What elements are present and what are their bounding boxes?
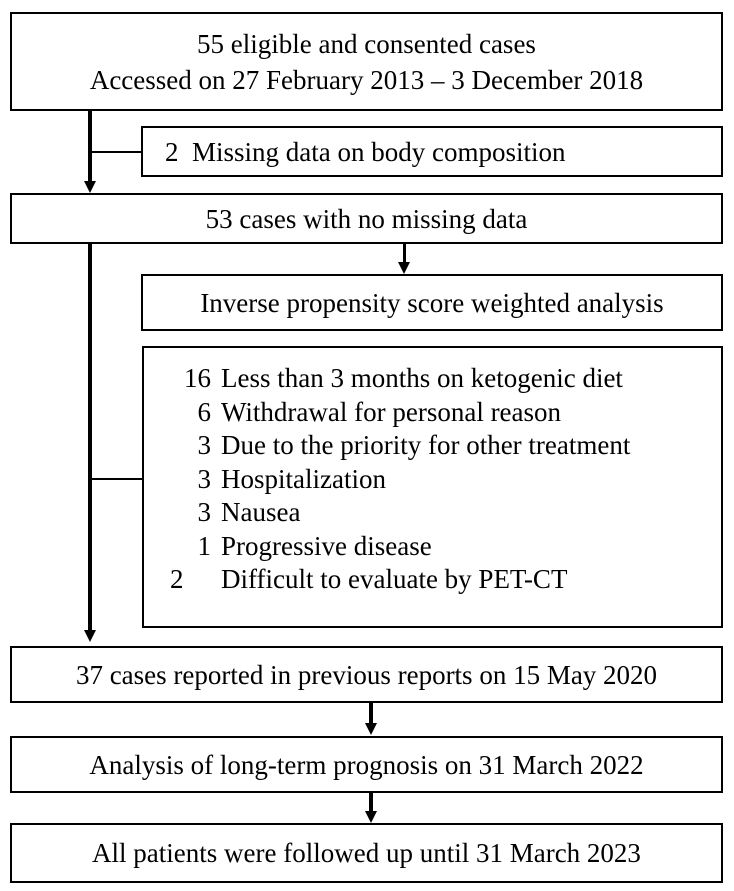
exclusion-reason: Less than 3 months on ketogenic diet (221, 363, 623, 393)
exclusion-item (166, 362, 630, 396)
exclusion-item (166, 463, 630, 497)
connector-longterm-to-followup (369, 792, 373, 813)
connector-to-missing (90, 151, 142, 153)
previous-reports-box (10, 646, 723, 703)
exclusion-reason: Nausea (221, 497, 301, 527)
exclusion-count: 1 (197, 530, 211, 561)
arrowhead-to-previous (84, 630, 96, 642)
exclusion-reason: Due to the priority for other treatment (221, 430, 631, 460)
ipw-analysis-text: Inverse propensity score weighted analysis (200, 288, 664, 318)
access-period-text: Accessed on 27 February 2013 – 3 December 2018 (89, 65, 644, 95)
eligible-cases-box (10, 12, 723, 111)
exclusion-item (166, 429, 630, 463)
eligible-cases-text: 55 eligible and consented cases (197, 29, 536, 59)
exclusion-list (166, 362, 630, 597)
exclusion-count: 2 (170, 564, 184, 594)
exclusion-count: 6 (197, 396, 211, 427)
exclusion-item (166, 530, 630, 564)
ipw-analysis-box (141, 274, 723, 331)
missing-data-box (141, 126, 723, 177)
connector-eligible-to-complete (88, 110, 92, 182)
exclusion-reason: Withdrawal for personal reason (221, 396, 562, 427)
exclusion-count: 3 (197, 497, 211, 527)
exclusion-item (166, 396, 630, 430)
exclusion-box (142, 346, 723, 628)
long-term-analysis-box (10, 736, 723, 793)
exclusion-item (166, 496, 630, 530)
complete-cases-text: 53 cases with no missing data (205, 204, 528, 234)
follow-up-box (10, 823, 723, 883)
connector-complete-to-previous (88, 243, 92, 631)
complete-cases-box (10, 193, 723, 244)
exclusion-reason: Progressive disease (221, 530, 432, 561)
missing-data-text: 2 Missing data on body composition (165, 137, 566, 167)
exclusion-reason: Hospitalization (221, 463, 386, 494)
arrowhead-to-longterm (365, 723, 377, 735)
exclusion-reason: Difficult to evaluate by PET-CT (221, 564, 568, 594)
connector-complete-to-ipw (403, 243, 406, 263)
arrowhead-to-followup (365, 811, 377, 823)
follow-up-text: All patients were followed up until 31 March 2023 (92, 838, 641, 868)
exclusion-item (166, 563, 630, 597)
connector-previous-to-longterm (369, 702, 373, 725)
previous-reports-text: 37 cases reported in previous reports on 15 May 2020 (75, 660, 658, 690)
exclusion-count: 3 (197, 430, 211, 460)
exclusion-count: 16 (184, 363, 211, 393)
arrowhead-to-ipw (398, 262, 410, 274)
connector-to-exclusions (90, 478, 143, 480)
exclusion-count: 3 (197, 463, 211, 494)
arrowhead-to-complete (84, 181, 96, 193)
long-term-analysis-text: Analysis of long-term prognosis on 31 March 2022 (89, 750, 644, 780)
